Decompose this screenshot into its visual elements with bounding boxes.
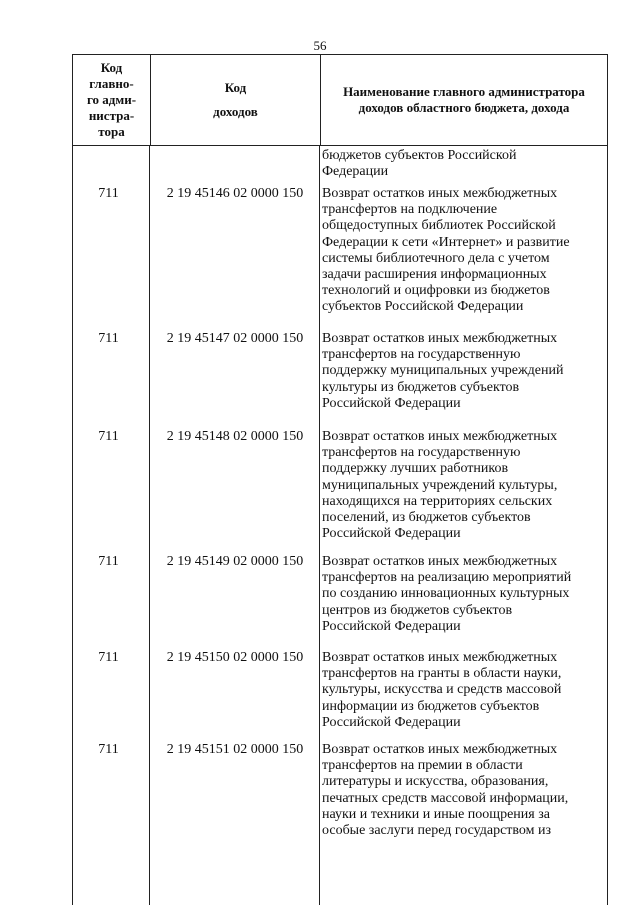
income-code: 2 19 45150 02 0000 150 [166,650,304,665]
table-row [72,554,608,650]
income-name: бюджетов субъектов Российской Федерации [322,148,517,180]
income-name: Возврат остатков иных межбюджетных трансфертов на подключение общедоступных библиотек Российской Федерации к сети «Интернет» и развитие системы библиотечного дела с учетом задачи расширения информационных технологий и оцифровки из бюджетов субъектов Российской Федерации [322,186,570,315]
table-body [72,148,608,852]
income-code: 2 19 45149 02 0000 150 [166,554,304,569]
admin-code: 711 [98,554,119,569]
income-code: 2 19 45147 02 0000 150 [166,331,304,346]
table-row [72,331,608,429]
header-income-code: Код доходов [150,55,320,145]
page-number: 56 [313,38,327,53]
admin-code [72,148,149,186]
admin-code: 711 [98,429,119,444]
income-code: 2 19 45146 02 0000 150 [166,186,304,201]
income-name: Возврат остатков иных межбюджетных трансфертов на премии в области литературы и искусства, образования, печатных средств массовой информации, науки и техники и иные поощрения за особые заслуги перед государством из [322,742,569,839]
admin-code: 711 [98,742,119,757]
admin-code: 711 [98,331,119,346]
header-name: Наименование главного администратора доходов областного бюджета, дохода [320,55,607,145]
header-admin-code: Код главно- го адми- нистра- тора [86,60,137,139]
admin-code: 711 [98,186,119,201]
income-name: Возврат остатков иных межбюджетных трансфертов на государственную поддержку лучших работников муниципальных учреждений культуры, находящихся на территориях сельских поселений, из бюджетов субъектов Российской Федерации [322,429,558,542]
table-header [72,54,608,146]
income-name: Возврат остатков иных межбюджетных трансфертов на реализацию мероприятий по созданию инновационных культурных центров из бюджетов субъектов Российской Федерации [322,554,572,634]
table-row [72,429,608,554]
income-name: Возврат остатков иных межбюджетных трансфертов на гранты в области науки, культуры, искусства и средств массовой информации из бюджетов субъектов Российской Федерации [322,650,562,730]
income-name: Возврат остатков иных межбюджетных трансфертов на государственную поддержку муниципальных учреждений культуры из бюджетов субъектов Российской Федерации [322,331,564,411]
income-code [149,148,319,186]
table-row [72,742,608,852]
table-row [72,148,608,186]
table-row [72,650,608,742]
admin-code: 711 [98,650,119,665]
income-code: 2 19 45151 02 0000 150 [166,742,304,757]
income-code: 2 19 45148 02 0000 150 [166,429,304,444]
table-row [72,186,608,331]
